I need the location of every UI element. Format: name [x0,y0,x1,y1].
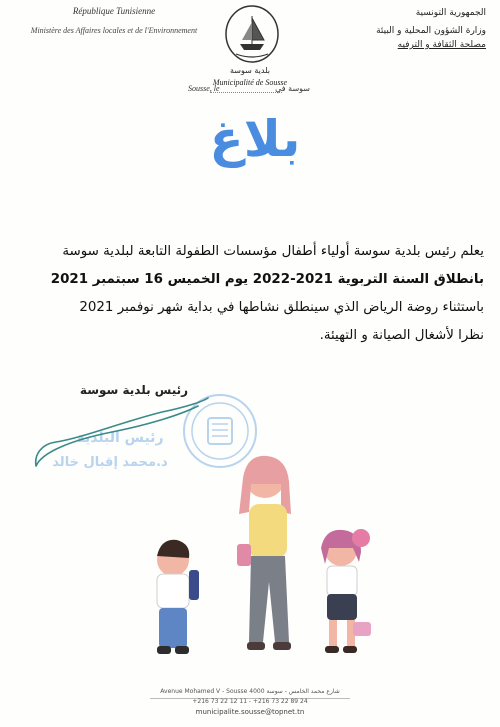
date-dotted-line [210,92,282,93]
republic-label-fr: République Tunisienne [72,6,156,16]
logo-caption-fr: Municipalité de Sousse [212,78,288,87]
ministry-label-ar: وزارة الشؤون المحلية و البيئة [376,26,486,36]
footer-address: Avenue Mohamed V - Sousse 4000 شارع محمد الخامس - سوسة [160,688,340,695]
stamp-name: د.محمد إقبال خالد [52,455,168,470]
body-line-4: نظرا لأشغال الصيانة و التهيئة. [319,328,484,343]
header-right [336,8,486,50]
footer-email: municipalite.sousse@topnet.tn [195,708,305,716]
footer-phones: +216 73 22 12 11 - +216 73 22 89 24 [192,698,308,705]
department-label-ar: مصلحة الثقافة و الترفيه [397,40,486,50]
logo-caption-ar: بلدية سوسة [230,66,270,75]
announcement-body [14,238,484,350]
announcement-title: بلاغ [209,110,301,168]
body-line-1: يعلم رئيس بلدية سوسة أولياء أطفال مؤسسات الطفولة التابعة لبلدية سوسة [62,244,484,259]
children-illustration [135,452,385,672]
body-line-3: باستثناء روضة الرياض الذي سينطلق نشاطها في بداية شهر نوفمبر 2021 [79,300,484,315]
body-line-2: بانطلاق السنة التربوية 2021-2022 يوم الخميس 16 سبتمبر 2021 [50,272,484,287]
stamp-title: رئيس البلدية [76,430,164,446]
header-left [14,6,214,35]
republic-label-ar: الجمهورية التونسية [415,8,486,18]
ministry-label-fr: Ministère des Affaires locales et de l'Environnement [30,26,198,35]
footer [120,688,380,716]
date-line [170,82,370,96]
signatory-title: رئيس بلدية سوسة [79,383,189,397]
date-label-fr: Sousse, le [188,84,220,93]
municipality-logo [222,4,282,66]
date-label-ar: سوسة في [275,84,310,93]
